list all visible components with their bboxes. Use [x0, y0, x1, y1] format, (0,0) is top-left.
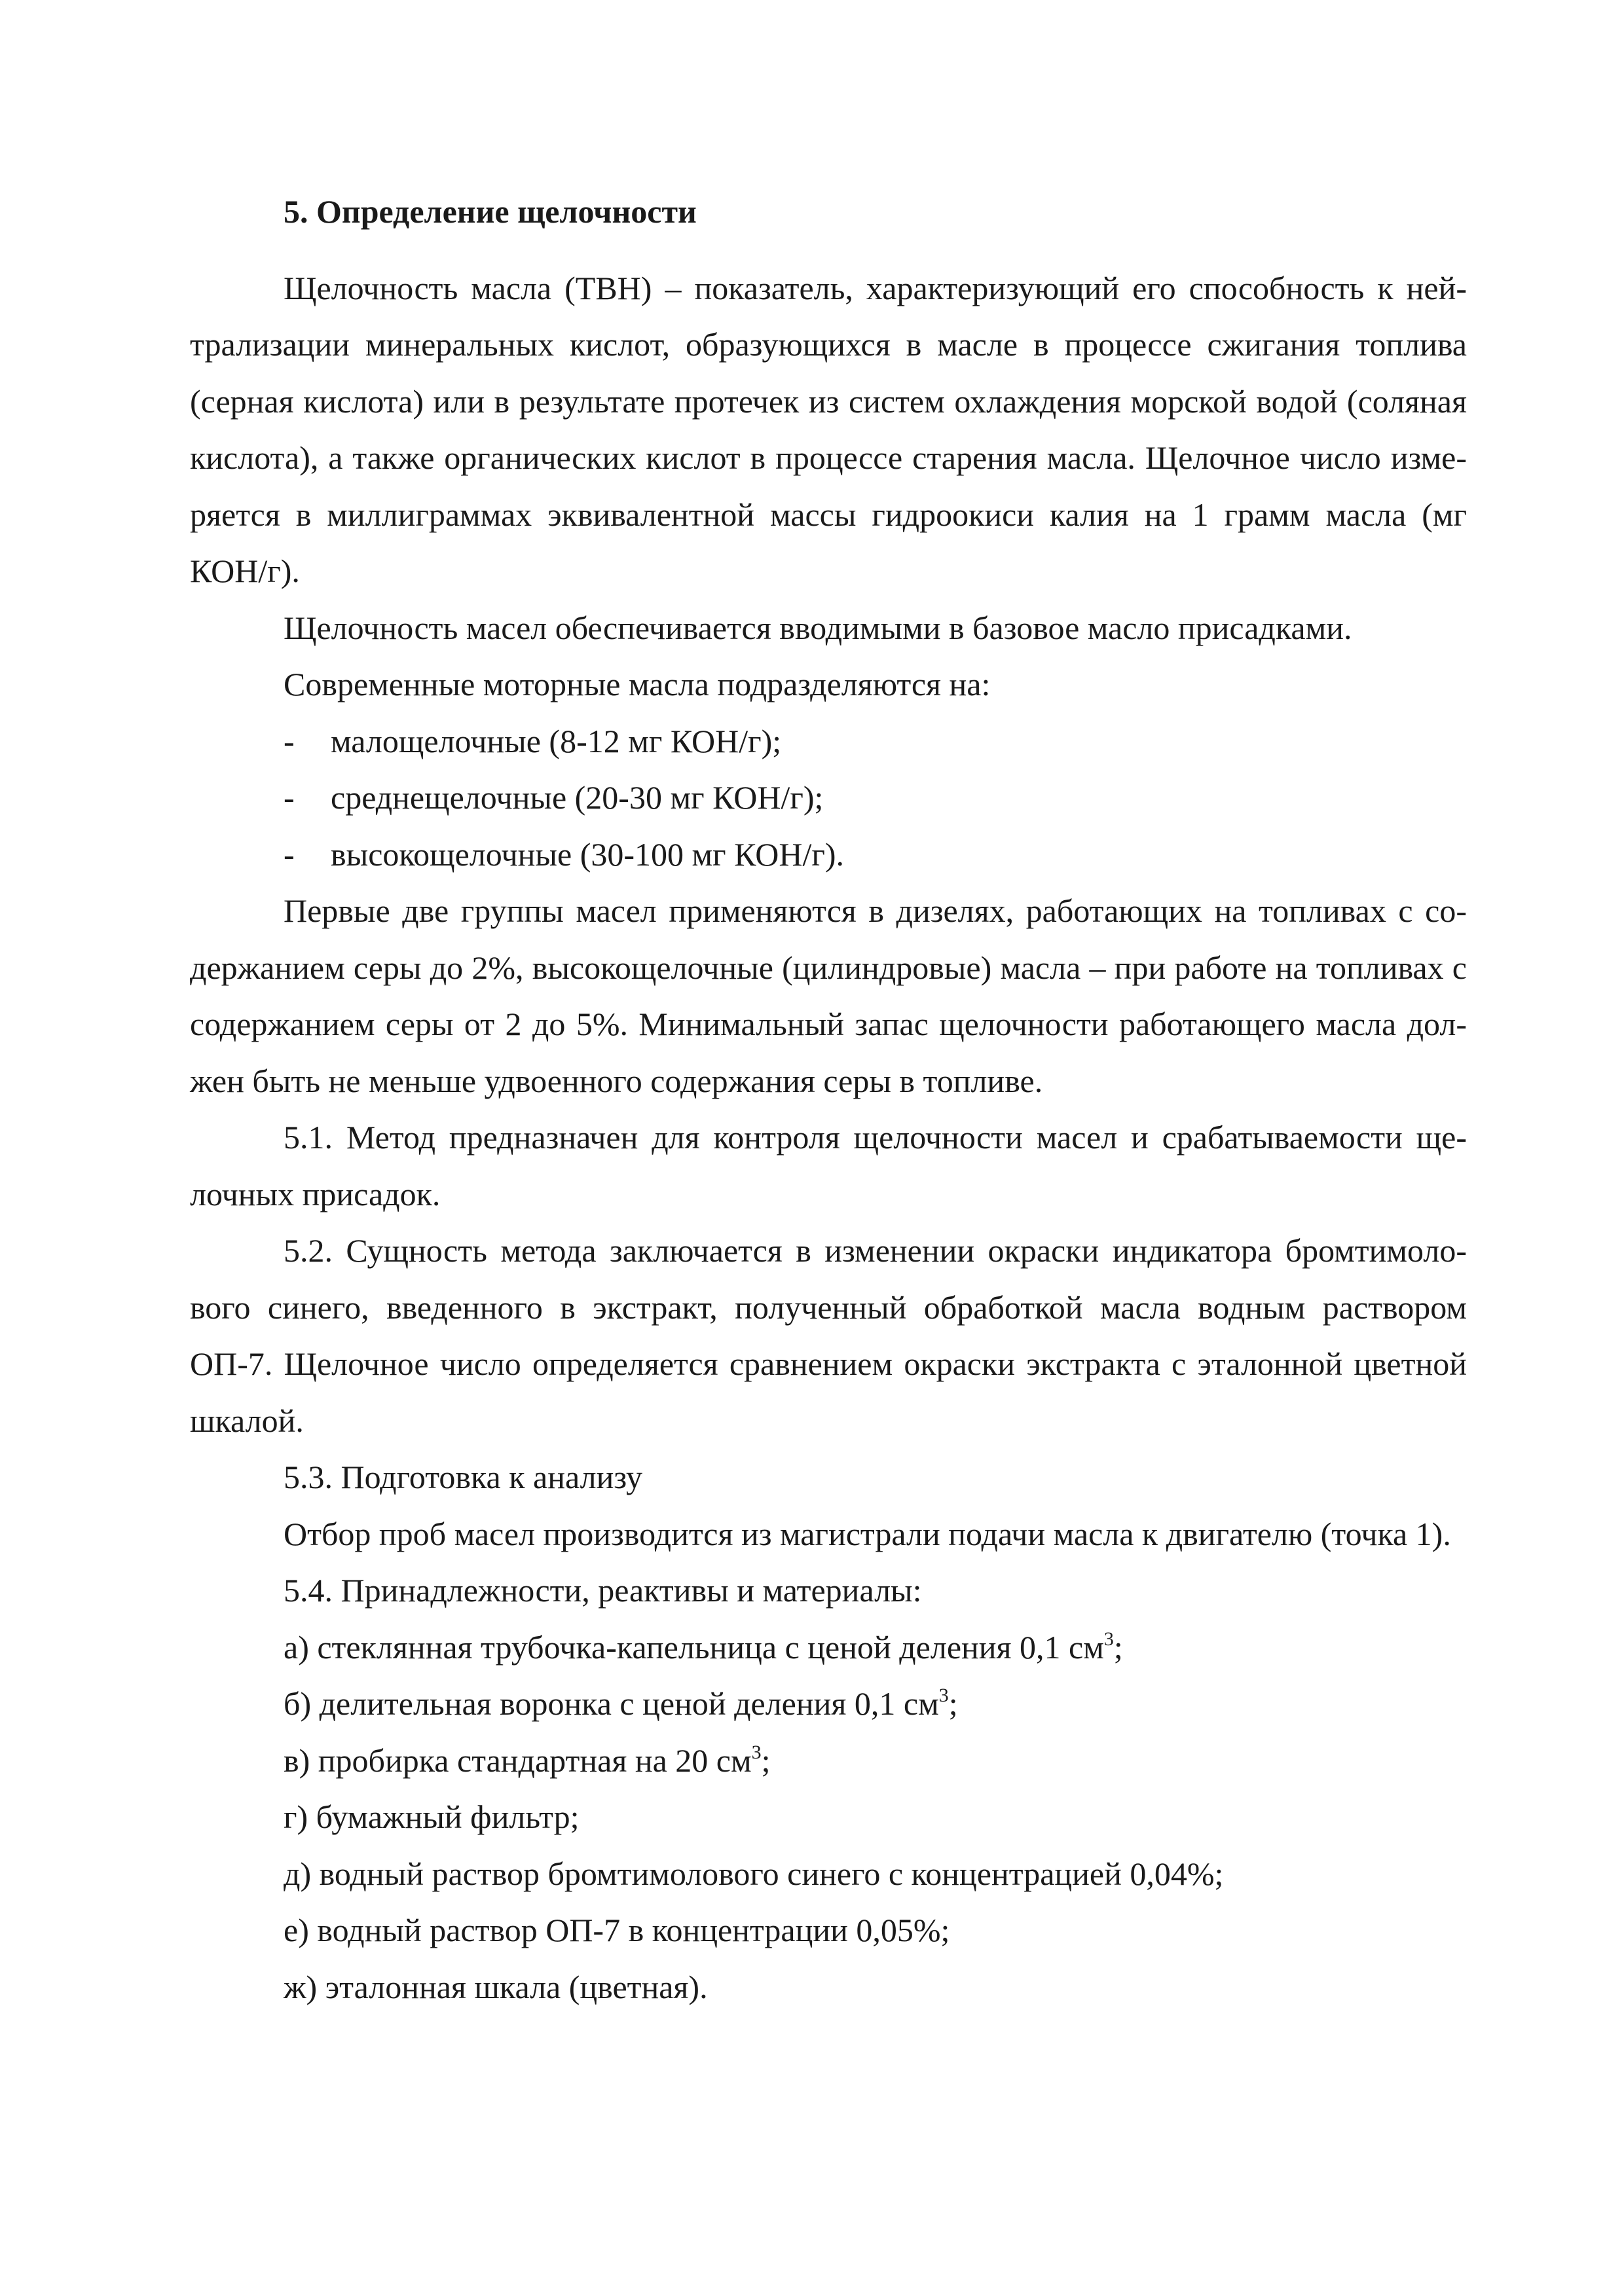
material-text: е) водный раствор ОП-7 в концентрации 0,05%;	[284, 1912, 950, 1948]
usage-paragraph: Первые две группы масел применяются в дизелях, работающих на топливах с содержанием серы до 2%, высокощелочные (цилиндровые) масла – при работе на топливах с содержанием серы от 2 до 5%. Минимальный запас щелочности работающего масла должен быть не меньше удвоенного содержания серы в топливе.	[190, 892, 1467, 1099]
list-dash: -	[284, 779, 295, 816]
paragraph-5-2: 5.2. Сущность метода заключается в изменении окраски индикатора бромтимолового синего, введенного в экстракт, полученный обработкой масла водным раствором ОП-7. Щелочное число определяется сравнением окраски экстракта с эталонной цветной шкалой.	[190, 1232, 1467, 1439]
material-text: ж) эталонная шкала (цветная).	[284, 1968, 708, 2005]
additives-paragraph: Щелочность масел обеспечивается вводимыми в базовое масло присадками.	[284, 609, 1352, 646]
list-item	[190, 1732, 1467, 1789]
material-text: г) бумажный фильтр;	[284, 1798, 580, 1835]
list-dash: -	[284, 722, 295, 759]
list-item	[190, 1959, 1467, 2016]
list-item	[190, 1675, 1467, 1732]
material-text: д) водный раствор бромтимолового синего с концентрацией 0,04%;	[284, 1855, 1224, 1892]
material-sup: 3	[1103, 1628, 1114, 1650]
paragraph-5-1: 5.1. Метод предназначен для контроля щелочности масел и срабатываемости щелочных присадок.	[190, 1119, 1467, 1212]
list-item	[190, 713, 1467, 770]
intro-paragraph: Щелочность масла (ТВН) – показатель, характеризующий его способность к нейтрализации минеральных кислот, образующихся в масле в процессе сжигания топлива (серная кислота) или в результате протечек из систем охлаждения морской водой (соляная кислота), а также органических кислот в процессе старения масла. Щелочное число измеряется в миллиграммах эквивалентной массы гидроокиси калия на 1 грамм масла (мг КОН/г).	[190, 269, 1467, 589]
material-tail: ;	[761, 1741, 771, 1779]
list-item-text: среднещелочные (20-30 мг КОН/г);	[331, 779, 824, 816]
material-tail: ;	[948, 1685, 958, 1722]
section-title: 5. Определение щелочности	[284, 193, 697, 230]
paragraph-5-3: 5.3. Подготовка к анализу	[284, 1459, 643, 1495]
material-text: б) делительная воронка с ценой деления 0,1 см	[284, 1685, 939, 1722]
material-sup: 3	[938, 1685, 949, 1706]
list-item	[190, 826, 1467, 883]
list-item	[190, 1789, 1467, 1846]
list-item	[190, 1902, 1467, 1959]
list-item	[190, 1619, 1467, 1676]
list-item-text: малощелочные (8-12 мг КОН/г);	[331, 722, 782, 759]
sampling-paragraph: Отбор проб масел производится из магистрали подачи масла к двигателю (точка 1).	[284, 1515, 1451, 1552]
list-item	[190, 1846, 1467, 1903]
list-item-text: высокощелочные (30-100 мг КОН/г).	[331, 835, 845, 873]
material-sup: 3	[751, 1741, 762, 1763]
classification-intro: Современные моторные масла подразделяются на:	[284, 666, 991, 702]
list-dash: -	[284, 835, 295, 873]
paragraph-5-4: 5.4. Принадлежности, реактивы и материалы:	[284, 1572, 922, 1609]
material-tail: ;	[1113, 1628, 1123, 1666]
section-body	[190, 183, 1467, 2015]
list-item	[190, 769, 1467, 826]
material-text: а) стеклянная трубочка-капельница с ценой деления 0,1 см	[284, 1628, 1104, 1666]
material-text: в) пробирка стандартная на 20 см	[284, 1741, 752, 1779]
